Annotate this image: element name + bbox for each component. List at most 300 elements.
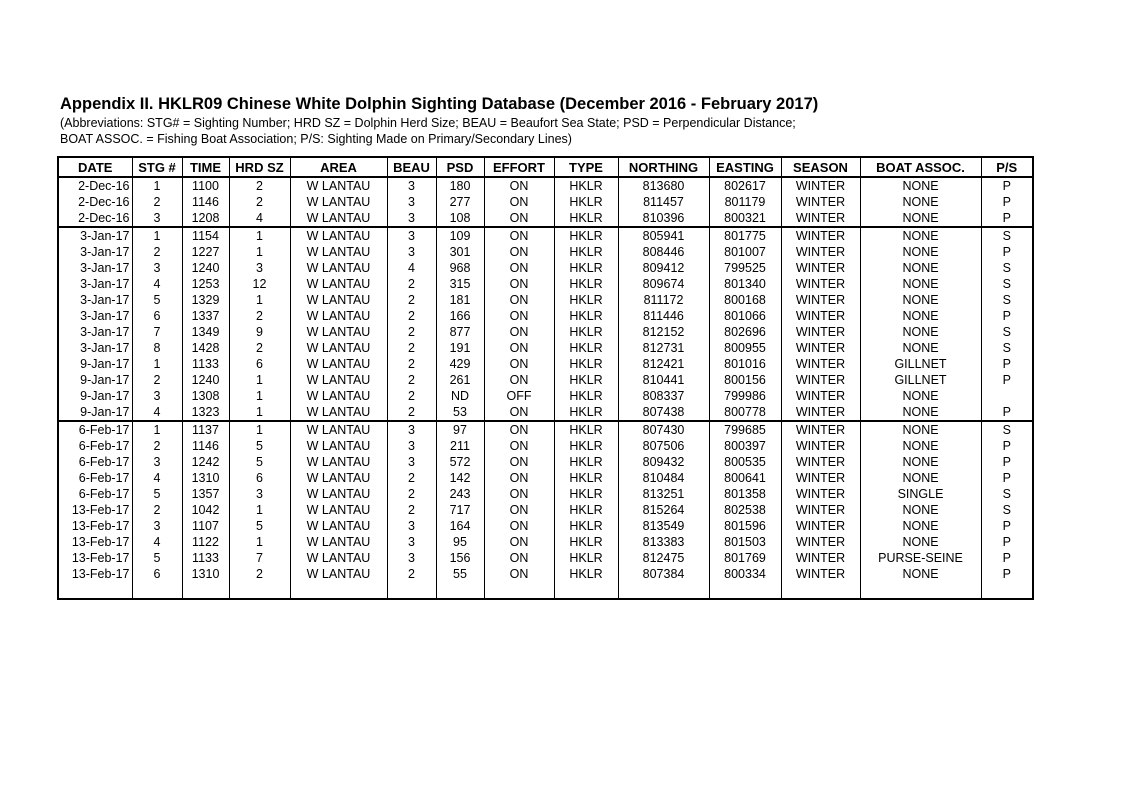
cell-psd: 156: [436, 550, 484, 566]
cell-beau: 3: [387, 194, 436, 210]
cell-time: 1146: [182, 194, 229, 210]
cell-effort: OFF: [484, 388, 554, 404]
table-row: [58, 518, 1033, 534]
table-row: [58, 404, 1033, 421]
cell-boat-assoc: NONE: [860, 340, 981, 356]
cell-date: 3-Jan-17: [58, 227, 132, 244]
cell-stg: 2: [132, 194, 182, 210]
table-spacer-row: [58, 582, 1033, 599]
cell-easting: 800955: [709, 340, 781, 356]
spacer-cell: [484, 582, 554, 599]
cell-time: 1329: [182, 292, 229, 308]
cell-northing: 807506: [618, 438, 709, 454]
cell-boat-assoc: SINGLE: [860, 486, 981, 502]
cell-stg: 4: [132, 404, 182, 421]
cell-northing: 812475: [618, 550, 709, 566]
table-row: [58, 566, 1033, 582]
spacer-cell: [182, 582, 229, 599]
table-row: [58, 372, 1033, 388]
cell-date: 3-Jan-17: [80, 260, 130, 275]
col-header-psd: PSD: [436, 157, 484, 177]
cell-effort: ON: [484, 227, 554, 244]
cell-ps: P: [981, 404, 1033, 421]
cell-type: HKLR: [554, 502, 618, 518]
cell-area: W LANTAU: [290, 260, 387, 276]
cell-ps: S: [981, 260, 1033, 276]
cell-easting: 799525: [709, 260, 781, 276]
cell-area: W LANTAU: [290, 534, 387, 550]
cell-beau: 3: [387, 438, 436, 454]
cell-ps: S: [981, 292, 1033, 308]
cell-type: HKLR: [554, 324, 618, 340]
cell-herd-size: 1: [229, 502, 290, 518]
cell-date: 3-Jan-17: [80, 292, 130, 307]
cell-effort: ON: [484, 356, 554, 372]
cell-boat-assoc: PURSE-SEINE: [860, 550, 981, 566]
col-header-stg: STG #: [132, 157, 182, 177]
table-header-row: [58, 157, 1033, 177]
cell-ps: P: [981, 550, 1033, 566]
cell-boat-assoc: NONE: [860, 308, 981, 324]
cell-effort: ON: [484, 454, 554, 470]
cell-beau: 2: [387, 486, 436, 502]
cell-northing: 811172: [618, 292, 709, 308]
cell-boat-assoc: NONE: [860, 324, 981, 340]
table-row: [58, 534, 1033, 550]
cell-effort: ON: [484, 210, 554, 227]
cell-beau: 3: [387, 210, 436, 227]
cell-season: WINTER: [781, 550, 860, 566]
cell-boat-assoc: NONE: [860, 421, 981, 438]
cell-easting: 801066: [709, 308, 781, 324]
cell-psd: 301: [436, 244, 484, 260]
cell-date: 13-Feb-17: [71, 502, 130, 517]
cell-easting: 801340: [709, 276, 781, 292]
cell-stg: 5: [132, 550, 182, 566]
cell-season: WINTER: [781, 388, 860, 404]
cell-boat-assoc: NONE: [860, 292, 981, 308]
cell-herd-size: 1: [229, 404, 290, 421]
cell-type: HKLR: [554, 550, 618, 566]
cell-area: W LANTAU: [290, 550, 387, 566]
cell-type: HKLR: [554, 566, 618, 582]
cell-area: W LANTAU: [290, 194, 387, 210]
cell-season: WINTER: [781, 177, 860, 194]
cell-beau: 2: [387, 566, 436, 582]
cell-easting: 801007: [709, 244, 781, 260]
cell-type: HKLR: [554, 308, 618, 324]
cell-beau: 3: [387, 421, 436, 438]
table-row: [58, 210, 1033, 227]
cell-effort: ON: [484, 518, 554, 534]
cell-boat-assoc: NONE: [860, 454, 981, 470]
cell-easting: 801775: [709, 227, 781, 244]
cell-date: 13-Feb-17: [71, 566, 130, 581]
table-row: [58, 502, 1033, 518]
cell-herd-size: 1: [229, 244, 290, 260]
cell-time: 1337: [182, 308, 229, 324]
cell-area: W LANTAU: [290, 244, 387, 260]
cell-northing: 812421: [618, 356, 709, 372]
cell-stg: 2: [132, 244, 182, 260]
cell-type: HKLR: [554, 244, 618, 260]
cell-area: W LANTAU: [290, 210, 387, 227]
cell-easting: 801596: [709, 518, 781, 534]
cell-psd: 429: [436, 356, 484, 372]
cell-type: HKLR: [554, 210, 618, 227]
cell-effort: ON: [484, 404, 554, 421]
abbreviations-note: [60, 115, 796, 147]
cell-effort: ON: [484, 534, 554, 550]
cell-northing: 815264: [618, 502, 709, 518]
cell-psd: 211: [436, 438, 484, 454]
cell-stg: 3: [132, 260, 182, 276]
cell-type: HKLR: [554, 388, 618, 404]
cell-psd: ND: [436, 388, 484, 404]
cell-date: 9-Jan-17: [80, 356, 130, 371]
cell-date: 6-Feb-17: [78, 438, 130, 453]
cell-psd: 108: [436, 210, 484, 227]
page-title: Appendix II. HKLR09 Chinese White Dolphin Sighting Database (December 2016 - February 2017): [60, 95, 819, 113]
cell-herd-size: 9: [229, 324, 290, 340]
cell-psd: 717: [436, 502, 484, 518]
cell-psd: 97: [436, 421, 484, 438]
cell-easting: 800168: [709, 292, 781, 308]
spacer-cell: [618, 582, 709, 599]
cell-type: HKLR: [554, 356, 618, 372]
cell-northing: 809674: [618, 276, 709, 292]
cell-season: WINTER: [781, 566, 860, 582]
col-header-area: AREA: [290, 157, 387, 177]
spacer-cell: [781, 582, 860, 599]
cell-beau: 2: [387, 388, 436, 404]
cell-psd: 164: [436, 518, 484, 534]
cell-effort: ON: [484, 308, 554, 324]
cell-beau: 2: [387, 502, 436, 518]
spacer-cell: [132, 582, 182, 599]
cell-northing: 810441: [618, 372, 709, 388]
cell-area: W LANTAU: [290, 518, 387, 534]
cell-herd-size: 1: [229, 372, 290, 388]
cell-area: W LANTAU: [290, 486, 387, 502]
cell-easting: 801769: [709, 550, 781, 566]
cell-boat-assoc: NONE: [860, 244, 981, 260]
cell-type: HKLR: [554, 486, 618, 502]
cell-season: WINTER: [781, 486, 860, 502]
cell-date: 9-Jan-17: [80, 404, 130, 419]
cell-ps: P: [981, 470, 1033, 486]
cell-stg: 4: [132, 534, 182, 550]
cell-ps: S: [981, 276, 1033, 292]
cell-herd-size: 5: [229, 438, 290, 454]
cell-boat-assoc: GILLNET: [860, 356, 981, 372]
cell-date: 13-Feb-17: [71, 550, 130, 565]
cell-date: 6-Feb-17: [78, 454, 130, 469]
cell-time: 1133: [182, 356, 229, 372]
cell-type: HKLR: [554, 404, 618, 421]
table-row: [58, 260, 1033, 276]
spacer-cell: [58, 582, 132, 599]
cell-easting: 800535: [709, 454, 781, 470]
cell-stg: 6: [132, 566, 182, 582]
cell-stg: 4: [132, 276, 182, 292]
cell-ps: S: [981, 502, 1033, 518]
cell-ps: P: [981, 244, 1033, 260]
cell-herd-size: 2: [229, 566, 290, 582]
cell-time: 1323: [182, 404, 229, 421]
cell-area: W LANTAU: [290, 177, 387, 194]
cell-northing: 808337: [618, 388, 709, 404]
table-row: [58, 227, 1033, 244]
cell-stg: 1: [132, 421, 182, 438]
cell-easting: 800321: [709, 210, 781, 227]
cell-time: 1357: [182, 486, 229, 502]
cell-season: WINTER: [781, 324, 860, 340]
cell-easting: 799685: [709, 421, 781, 438]
table-row: [58, 550, 1033, 566]
cell-herd-size: 5: [229, 518, 290, 534]
cell-season: WINTER: [781, 372, 860, 388]
cell-area: W LANTAU: [290, 324, 387, 340]
cell-time: 1227: [182, 244, 229, 260]
cell-beau: 2: [387, 276, 436, 292]
cell-boat-assoc: NONE: [860, 566, 981, 582]
cell-stg: 5: [132, 292, 182, 308]
cell-easting: 801016: [709, 356, 781, 372]
cell-type: HKLR: [554, 470, 618, 486]
col-header-season: SEASON: [781, 157, 860, 177]
cell-effort: ON: [484, 502, 554, 518]
spacer-cell: [436, 582, 484, 599]
cell-herd-size: 1: [229, 292, 290, 308]
cell-herd-size: 1: [229, 227, 290, 244]
cell-northing: 807430: [618, 421, 709, 438]
cell-season: WINTER: [781, 308, 860, 324]
cell-boat-assoc: NONE: [860, 260, 981, 276]
cell-season: WINTER: [781, 534, 860, 550]
cell-ps: P: [981, 454, 1033, 470]
cell-beau: 2: [387, 404, 436, 421]
cell-date: 6-Feb-17: [78, 486, 130, 501]
cell-northing: 812731: [618, 340, 709, 356]
cell-northing: 810396: [618, 210, 709, 227]
cell-type: HKLR: [554, 518, 618, 534]
cell-psd: 109: [436, 227, 484, 244]
cell-boat-assoc: NONE: [860, 518, 981, 534]
cell-herd-size: 2: [229, 177, 290, 194]
cell-stg: 1: [132, 356, 182, 372]
cell-ps: P: [981, 356, 1033, 372]
cell-beau: 3: [387, 244, 436, 260]
table-row: [58, 308, 1033, 324]
cell-time: 1240: [182, 260, 229, 276]
cell-northing: 810484: [618, 470, 709, 486]
cell-beau: 2: [387, 372, 436, 388]
cell-ps: S: [981, 324, 1033, 340]
cell-stg: 2: [132, 438, 182, 454]
cell-easting: 800334: [709, 566, 781, 582]
cell-season: WINTER: [781, 438, 860, 454]
cell-area: W LANTAU: [290, 372, 387, 388]
cell-beau: 2: [387, 340, 436, 356]
table-row: [58, 177, 1033, 194]
cell-type: HKLR: [554, 177, 618, 194]
cell-effort: ON: [484, 372, 554, 388]
cell-northing: 813383: [618, 534, 709, 550]
cell-effort: ON: [484, 177, 554, 194]
cell-psd: 181: [436, 292, 484, 308]
cell-herd-size: 3: [229, 486, 290, 502]
cell-ps: P: [981, 177, 1033, 194]
cell-date: 13-Feb-17: [71, 518, 130, 533]
table-row: [58, 356, 1033, 372]
cell-date: 2-Dec-16: [78, 178, 130, 193]
spacer-cell: [860, 582, 981, 599]
cell-date: 6-Feb-17: [78, 470, 130, 485]
cell-herd-size: 6: [229, 470, 290, 486]
cell-stg: 1: [132, 177, 182, 194]
cell-stg: 4: [132, 470, 182, 486]
table-row: [58, 388, 1033, 404]
cell-ps: P: [981, 518, 1033, 534]
cell-herd-size: 2: [229, 194, 290, 210]
cell-easting: 802617: [709, 177, 781, 194]
cell-season: WINTER: [781, 404, 860, 421]
cell-season: WINTER: [781, 470, 860, 486]
table-row: [58, 194, 1033, 210]
cell-boat-assoc: NONE: [860, 194, 981, 210]
cell-boat-assoc: NONE: [860, 388, 981, 404]
cell-date: 3-Jan-17: [80, 276, 130, 291]
cell-date: 2-Dec-16: [78, 194, 130, 209]
cell-ps: S: [981, 486, 1033, 502]
cell-type: HKLR: [554, 194, 618, 210]
cell-easting: 801503: [709, 534, 781, 550]
cell-northing: 811446: [618, 308, 709, 324]
cell-boat-assoc: NONE: [860, 470, 981, 486]
cell-beau: 2: [387, 470, 436, 486]
abbreviations-line-2: BOAT ASSOC. = Fishing Boat Association; P/S: Sighting Made on Primary/Secondary Lines): [60, 132, 572, 146]
cell-beau: 3: [387, 550, 436, 566]
cell-beau: 3: [387, 177, 436, 194]
cell-herd-size: 4: [229, 210, 290, 227]
cell-herd-size: 1: [229, 388, 290, 404]
cell-season: WINTER: [781, 260, 860, 276]
cell-psd: 53: [436, 404, 484, 421]
table-row: [58, 421, 1033, 438]
cell-northing: 813251: [618, 486, 709, 502]
cell-northing: 813680: [618, 177, 709, 194]
cell-date: 9-Jan-17: [80, 388, 130, 403]
cell-season: WINTER: [781, 340, 860, 356]
cell-ps: S: [981, 421, 1033, 438]
cell-beau: 2: [387, 308, 436, 324]
cell-stg: 3: [132, 518, 182, 534]
cell-type: HKLR: [554, 340, 618, 356]
cell-beau: 3: [387, 534, 436, 550]
abbreviations-line-1: (Abbreviations: STG# = Sighting Number; HRD SZ = Dolphin Herd Size; BEAU = Beaufort Sea State; PSD = Perpendicular Distance;: [60, 116, 796, 130]
cell-psd: 243: [436, 486, 484, 502]
cell-northing: 807384: [618, 566, 709, 582]
cell-herd-size: 12: [229, 276, 290, 292]
cell-effort: ON: [484, 566, 554, 582]
cell-boat-assoc: NONE: [860, 177, 981, 194]
cell-time: 1208: [182, 210, 229, 227]
cell-time: 1253: [182, 276, 229, 292]
cell-type: HKLR: [554, 454, 618, 470]
table-row: [58, 292, 1033, 308]
cell-season: WINTER: [781, 454, 860, 470]
cell-boat-assoc: NONE: [860, 210, 981, 227]
cell-area: W LANTAU: [290, 404, 387, 421]
cell-easting: 800397: [709, 438, 781, 454]
table-row: [58, 438, 1033, 454]
cell-effort: ON: [484, 260, 554, 276]
col-header-effort: EFFORT: [484, 157, 554, 177]
cell-season: WINTER: [781, 244, 860, 260]
cell-ps: P: [981, 194, 1033, 210]
cell-effort: ON: [484, 438, 554, 454]
spacer-cell: [387, 582, 436, 599]
cell-northing: 808446: [618, 244, 709, 260]
cell-area: W LANTAU: [290, 438, 387, 454]
cell-time: 1146: [182, 438, 229, 454]
table-row: [58, 244, 1033, 260]
cell-ps: P: [981, 534, 1033, 550]
cell-psd: 180: [436, 177, 484, 194]
cell-time: 1100: [182, 177, 229, 194]
col-header-boat-assoc: BOAT ASSOC.: [860, 157, 981, 177]
cell-psd: 55: [436, 566, 484, 582]
cell-season: WINTER: [781, 356, 860, 372]
cell-stg: 8: [132, 340, 182, 356]
cell-easting: 802696: [709, 324, 781, 340]
cell-time: 1240: [182, 372, 229, 388]
cell-season: WINTER: [781, 194, 860, 210]
sighting-table: [57, 156, 1034, 600]
cell-stg: 2: [132, 372, 182, 388]
table-row: [58, 454, 1033, 470]
cell-effort: ON: [484, 486, 554, 502]
table-row: [58, 276, 1033, 292]
cell-easting: 801179: [709, 194, 781, 210]
cell-area: W LANTAU: [290, 566, 387, 582]
cell-season: WINTER: [781, 421, 860, 438]
cell-stg: 3: [132, 210, 182, 227]
cell-effort: ON: [484, 421, 554, 438]
cell-date: 6-Feb-17: [58, 421, 132, 438]
cell-easting: 799986: [709, 388, 781, 404]
cell-boat-assoc: NONE: [860, 227, 981, 244]
cell-area: W LANTAU: [290, 340, 387, 356]
cell-beau: 2: [387, 292, 436, 308]
cell-date: 3-Jan-17: [80, 324, 130, 339]
cell-stg: 3: [132, 388, 182, 404]
cell-time: 1242: [182, 454, 229, 470]
cell-time: 1310: [182, 470, 229, 486]
cell-area: W LANTAU: [290, 454, 387, 470]
cell-psd: 142: [436, 470, 484, 486]
cell-northing: 807438: [618, 404, 709, 421]
spacer-cell: [554, 582, 618, 599]
cell-ps: S: [981, 227, 1033, 244]
cell-time: 1349: [182, 324, 229, 340]
cell-effort: ON: [484, 244, 554, 260]
cell-type: HKLR: [554, 421, 618, 438]
cell-psd: 191: [436, 340, 484, 356]
col-header-ps: P/S: [981, 157, 1033, 177]
cell-time: 1042: [182, 502, 229, 518]
